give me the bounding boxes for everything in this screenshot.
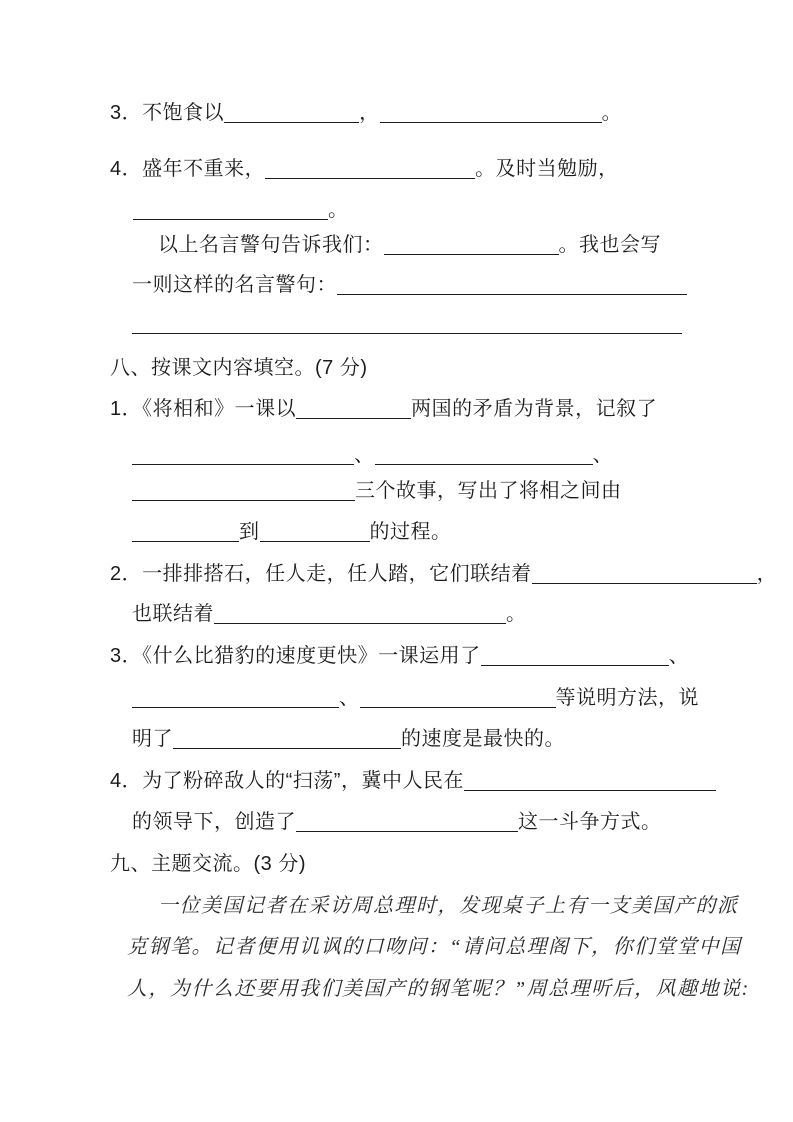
text-run: 1．《将相和》一课以	[110, 398, 297, 420]
q8-item1-line1	[110, 395, 657, 423]
blank-underline	[260, 523, 370, 542]
blank-underline	[132, 315, 682, 334]
text-run: 4．为了粉碎敌人的“扫荡”，冀中人民在	[110, 770, 464, 792]
blank-underline	[360, 689, 556, 708]
text-run: 。及时当勉励，	[475, 158, 619, 180]
text-run: ，	[756, 563, 778, 585]
text-run: 三个故事，写出了将相之间由	[355, 480, 622, 502]
text-run: 这一斗争方式。	[518, 811, 662, 833]
blank-underline	[481, 647, 669, 666]
blank-underline	[532, 565, 757, 584]
blank-underline	[132, 523, 239, 542]
text-run: 。	[601, 102, 623, 124]
blank-underline	[265, 160, 475, 179]
text-run: 等说明方法，说	[555, 687, 699, 709]
q7-summary-line2	[132, 271, 687, 299]
q8-item4-line1	[110, 767, 716, 795]
text-run: 。	[328, 199, 349, 221]
text-run: 也联结着	[132, 603, 214, 625]
text-run: 、	[354, 444, 375, 466]
blank-underline	[296, 400, 411, 419]
q7-summary-line1	[158, 231, 661, 259]
q7-summary-line3	[132, 310, 682, 338]
text-run: 克钢笔。记者便用讥讽的口吻问：“请问总理阁下，你们堂堂中国	[127, 936, 742, 958]
text-run: 两国的矛盾为背景，记叙了	[411, 398, 658, 420]
text-run: 以上名言警句告诉我们：	[158, 234, 384, 256]
q9-paragraph-line2	[127, 933, 742, 961]
text-run: 、	[592, 444, 613, 466]
text-run: 。我也会写	[558, 234, 661, 256]
text-run: 、	[339, 687, 360, 709]
q8-item2-line1	[110, 560, 777, 588]
text-run: 九、主题交流。(3 分)	[110, 853, 306, 875]
q8-item1-line3	[132, 477, 622, 505]
blank-underline	[224, 104, 359, 123]
blank-underline	[384, 236, 559, 255]
text-run: 八、按课文内容填空。(7 分)	[110, 357, 368, 379]
text-run: 明了	[132, 728, 173, 750]
blank-underline	[132, 689, 339, 708]
blank-underline	[132, 446, 354, 465]
section-8-heading	[110, 354, 368, 382]
q7-item4-line2	[133, 196, 349, 224]
text-run: 4．盛年不重来，	[110, 158, 266, 180]
q8-item1-line4	[132, 518, 452, 546]
text-run: 3．不饱食以	[110, 102, 225, 124]
text-run: 一位美国记者在采访周总理时，发现桌子上有一支美国产的派	[158, 895, 739, 917]
q7-item4-line1	[110, 155, 619, 183]
q8-item1-line2	[132, 441, 613, 469]
text-run: ，	[359, 102, 380, 124]
text-run: 到	[239, 521, 260, 543]
text-run: 2．一排排搭石，任人走，任人踏，它们联结着	[110, 563, 532, 585]
text-run: 人，为什么还要用我们美国产的钢笔呢？”周总理听后，风趣地说:	[127, 978, 750, 1000]
blank-underline	[214, 605, 506, 624]
text-run: 。	[506, 603, 527, 625]
q9-paragraph-line3	[127, 975, 750, 1003]
q7-item3	[110, 99, 622, 127]
q8-item3-line3	[132, 725, 565, 753]
blank-underline	[296, 813, 518, 832]
text-run: 的速度是最快的。	[401, 728, 565, 750]
q8-item3-line1	[110, 642, 689, 670]
blank-underline	[375, 446, 593, 465]
q8-item2-line2	[132, 600, 527, 628]
blank-underline	[173, 730, 401, 749]
text-run: 的领导下，创造了	[132, 811, 296, 833]
blank-underline	[337, 276, 687, 295]
blank-underline	[380, 104, 602, 123]
q9-paragraph-line1	[158, 892, 739, 920]
q8-item3-line2	[132, 684, 699, 712]
q8-item4-line2	[132, 808, 662, 836]
blank-underline	[132, 482, 355, 501]
text-run: 3．《什么比猎豹的速度更快》一课运用了	[110, 645, 481, 667]
text-run: 、	[668, 645, 690, 667]
blank-underline	[133, 201, 328, 220]
text-run: 一则这样的名言警句：	[132, 274, 337, 296]
text-run: 的过程。	[369, 521, 452, 543]
section-9-heading	[110, 850, 306, 878]
blank-underline	[464, 772, 716, 791]
